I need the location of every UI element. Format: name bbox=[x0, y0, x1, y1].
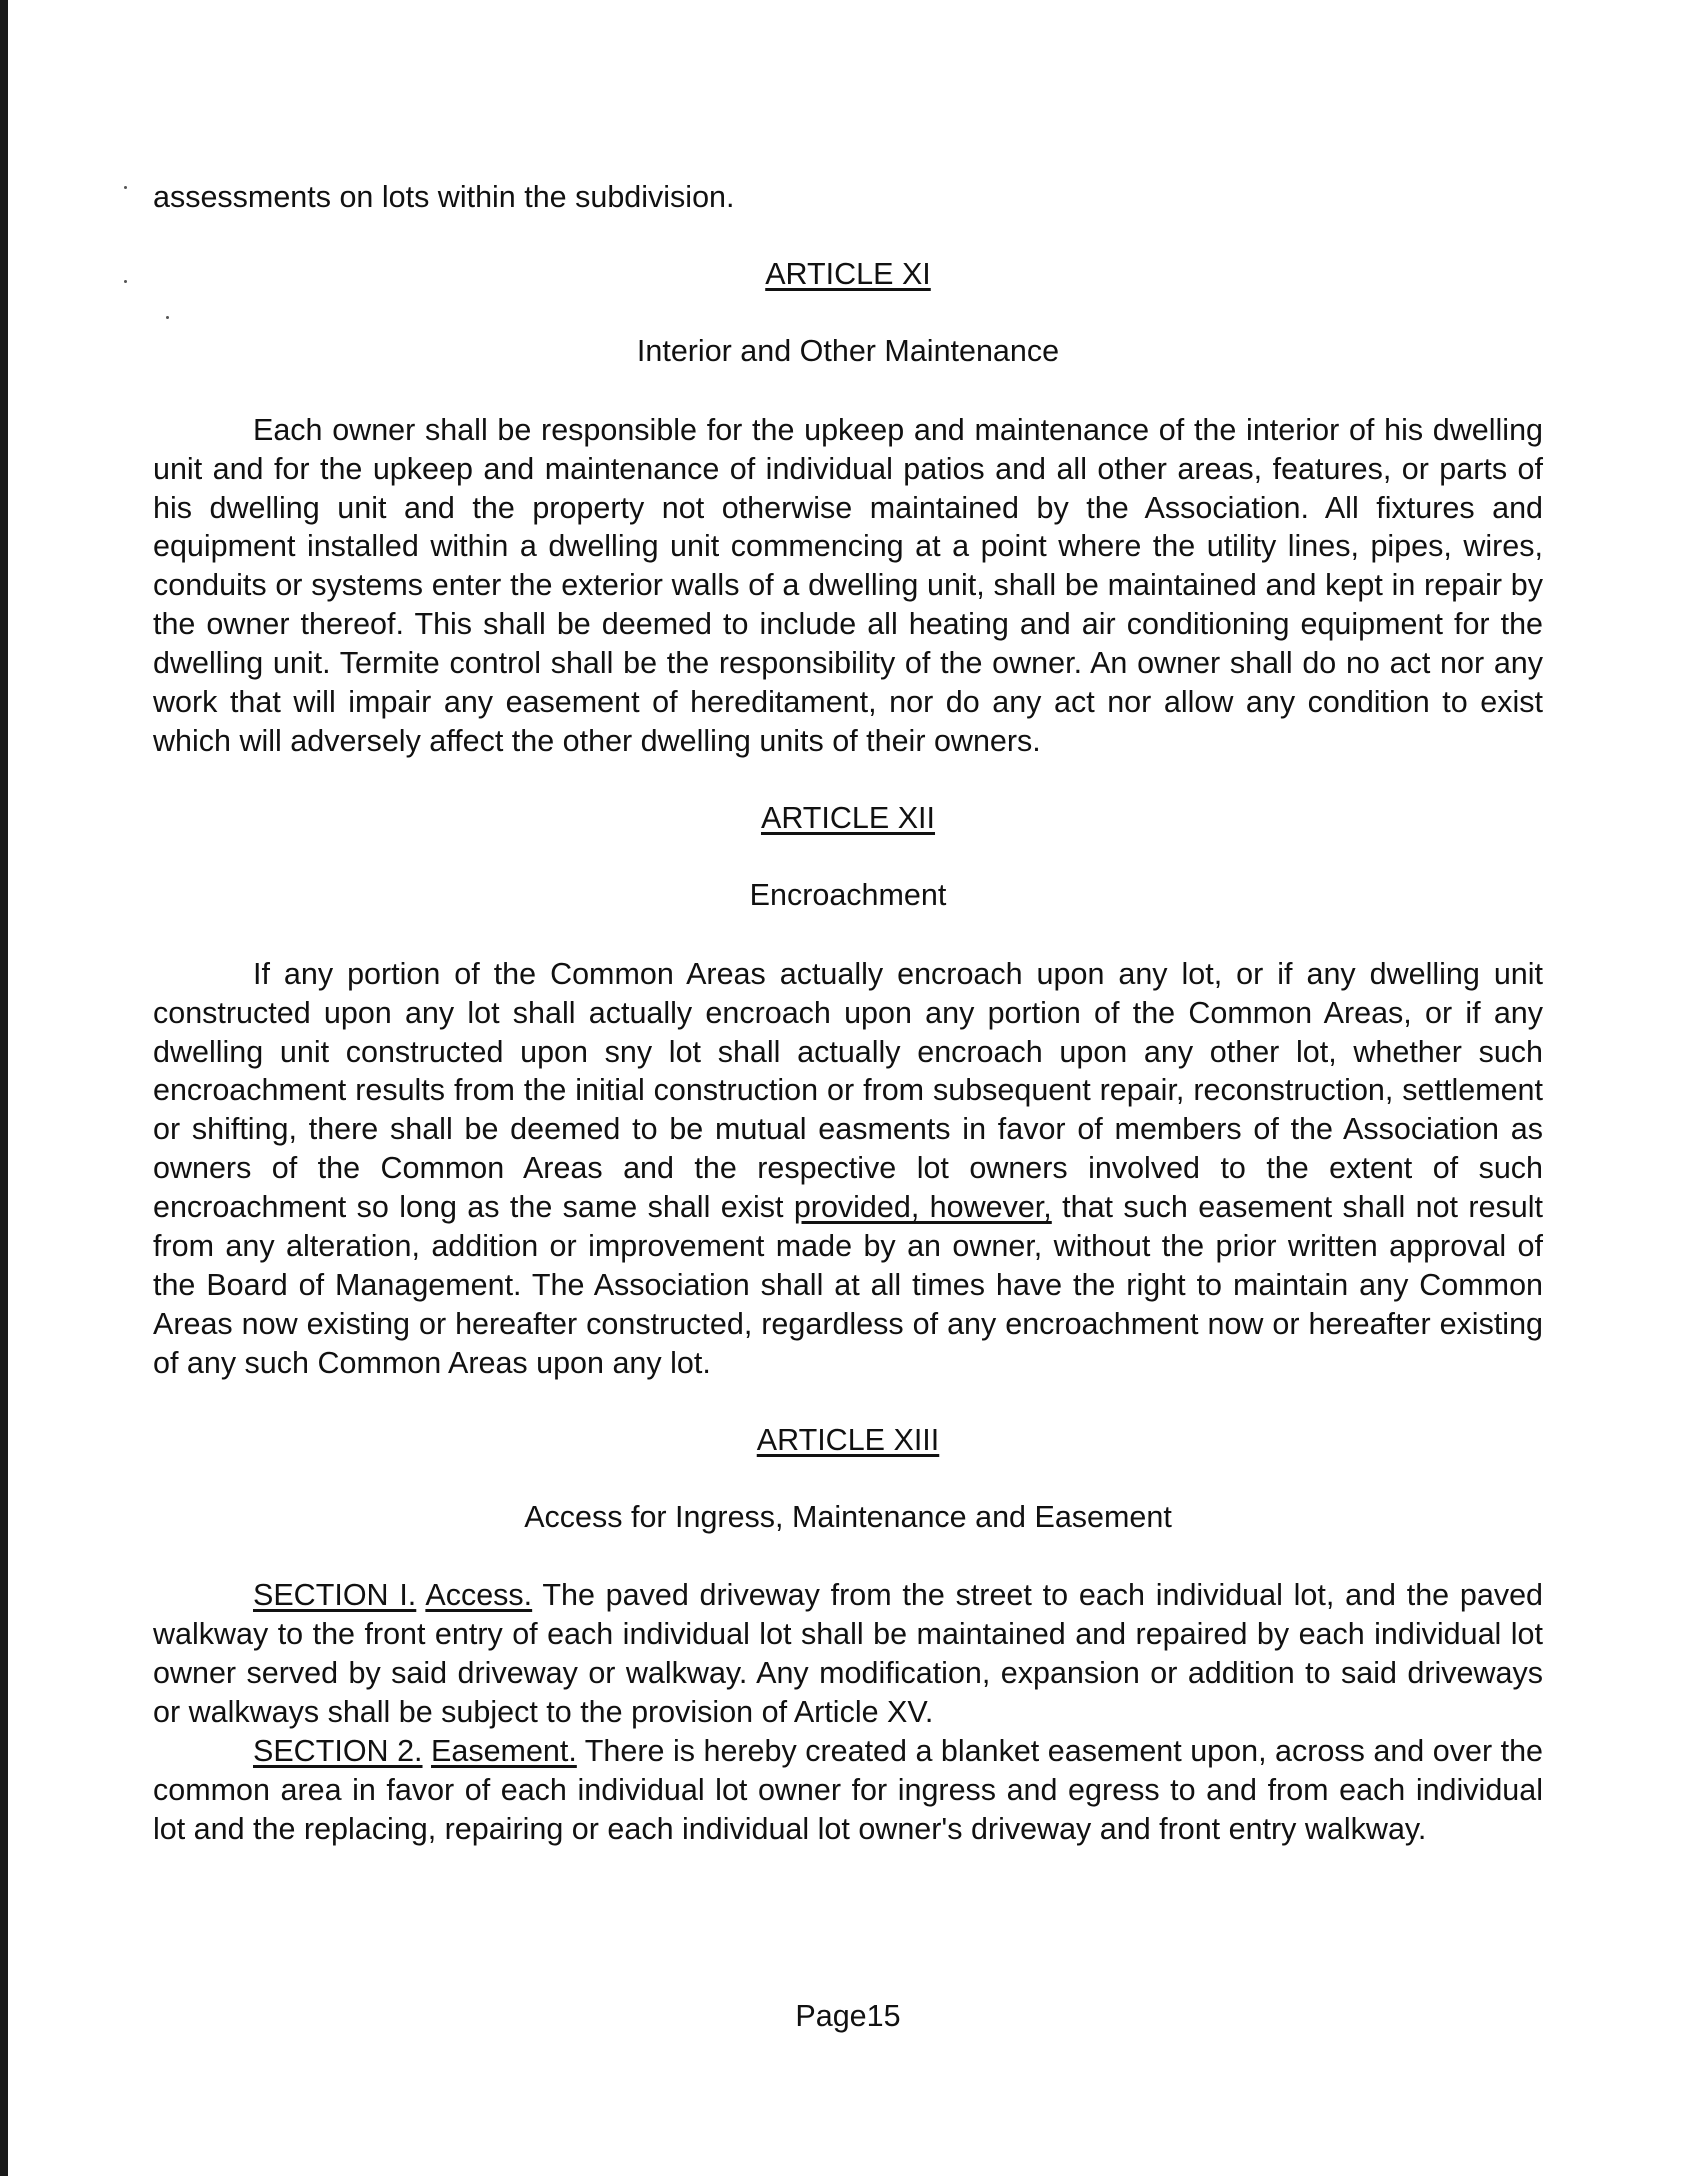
article-xiii-subtitle: Access for Ingress, Maintenance and Easement bbox=[524, 1499, 1172, 1534]
section-2-paragraph bbox=[153, 1732, 1543, 1849]
article-xii bbox=[153, 799, 1543, 1383]
section-2-label: SECTION 2. bbox=[253, 1734, 423, 1769]
article-xii-paragraph bbox=[153, 955, 1543, 1383]
article-xii-subtitle: Encroachment bbox=[749, 877, 947, 912]
article-xii-underlined-phrase: provided, however, bbox=[793, 1190, 1052, 1225]
document-body bbox=[153, 178, 1543, 1849]
scan-speck bbox=[124, 186, 127, 189]
article-xi-subtitle: Interior and Other Maintenance bbox=[636, 333, 1060, 368]
section-1-label: SECTION I. bbox=[253, 1578, 417, 1613]
section-2-text: There is hereby created a blanket easement upon, across and over the common area in favor of each individual lot owner for ingress and egress to and from each individual lot and the replacing, repairing or each individual lot owner's driveway and front entry walkway. bbox=[153, 1734, 1543, 1846]
scan-speck bbox=[166, 316, 169, 319]
section-1-text: The paved driveway from the street to each individual lot, and the paved walkway to the front entry of each individual lot shall be maintained and repaired by each individual lot owner served by said driveway or walkway. Any modification, expansion or addition to said driveways or walkways shall be subject to the provision of Article XV. bbox=[153, 1578, 1544, 1730]
section-1-paragraph bbox=[153, 1576, 1543, 1732]
section-2-heading: Easement. bbox=[431, 1734, 577, 1769]
section-1-heading: Access. bbox=[425, 1578, 533, 1613]
scan-edge bbox=[0, 0, 8, 2176]
article-xi-title: ARTICLE XI bbox=[765, 256, 931, 291]
article-xii-text-after: that such easement shall not result from any alteration, addition or improvement made by an owner, without the prior written approval of the Board of Management. The Association shall at all times have the right to maintain any Common Areas now existing or hereafter constructed, regardless of any encroachment now or hereafter existing of any such Common Areas upon any lot. bbox=[153, 1190, 1543, 1380]
intro-line: assessments on lots within the subdivision. bbox=[153, 180, 735, 214]
page-number: Page15 bbox=[795, 1999, 901, 2033]
article-xii-text-before: If any portion of the Common Areas actually encroach upon any lot, or if any dwelling unit constructed upon any lot shall actually encroach upon any portion of the Common Areas, or if any dwelling unit constructed upon sny lot shall actually encroach upon any other lot, whether such encroachment results from the initial construction or from subsequent repair, reconstruction, settlement or shifting, there shall be deemed to be mutual easments in favor of members of the Association as owners of the Common Areas and the respective lot owners involved to the extent of such encroachment so long as the same shall exist bbox=[153, 956, 1543, 1225]
scan-speck bbox=[124, 280, 127, 283]
article-xi bbox=[153, 255, 1543, 761]
article-xii-title: ARTICLE XII bbox=[760, 800, 936, 835]
article-xi-paragraph: Each owner shall be responsible for the upkeep and maintenance of the interior of his dwelling unit and for the upkeep and maintenance of individual patios and all other areas, features, or parts of his dwelling unit and the property not otherwise maintained by the Association. All fixtures and equipment installed within a dwelling unit commencing at a point where the utility lines, pipes, wires, conduits or systems enter the exterior walls of a dwelling unit, shall be maintained and kept in repair by the owner thereof. This shall be deemed to include all heating and air conditioning equipment for the dwelling unit. Termite control shall be the responsibility of the owner. An owner shall do no act nor any work that will impair any easement of hereditament, nor do any act nor allow any condition to exist which will adversely affect the other dwelling units of their owners. bbox=[153, 412, 1543, 758]
article-xiii bbox=[153, 1421, 1543, 1849]
article-xiii-title: ARTICLE XIII bbox=[756, 1422, 940, 1457]
